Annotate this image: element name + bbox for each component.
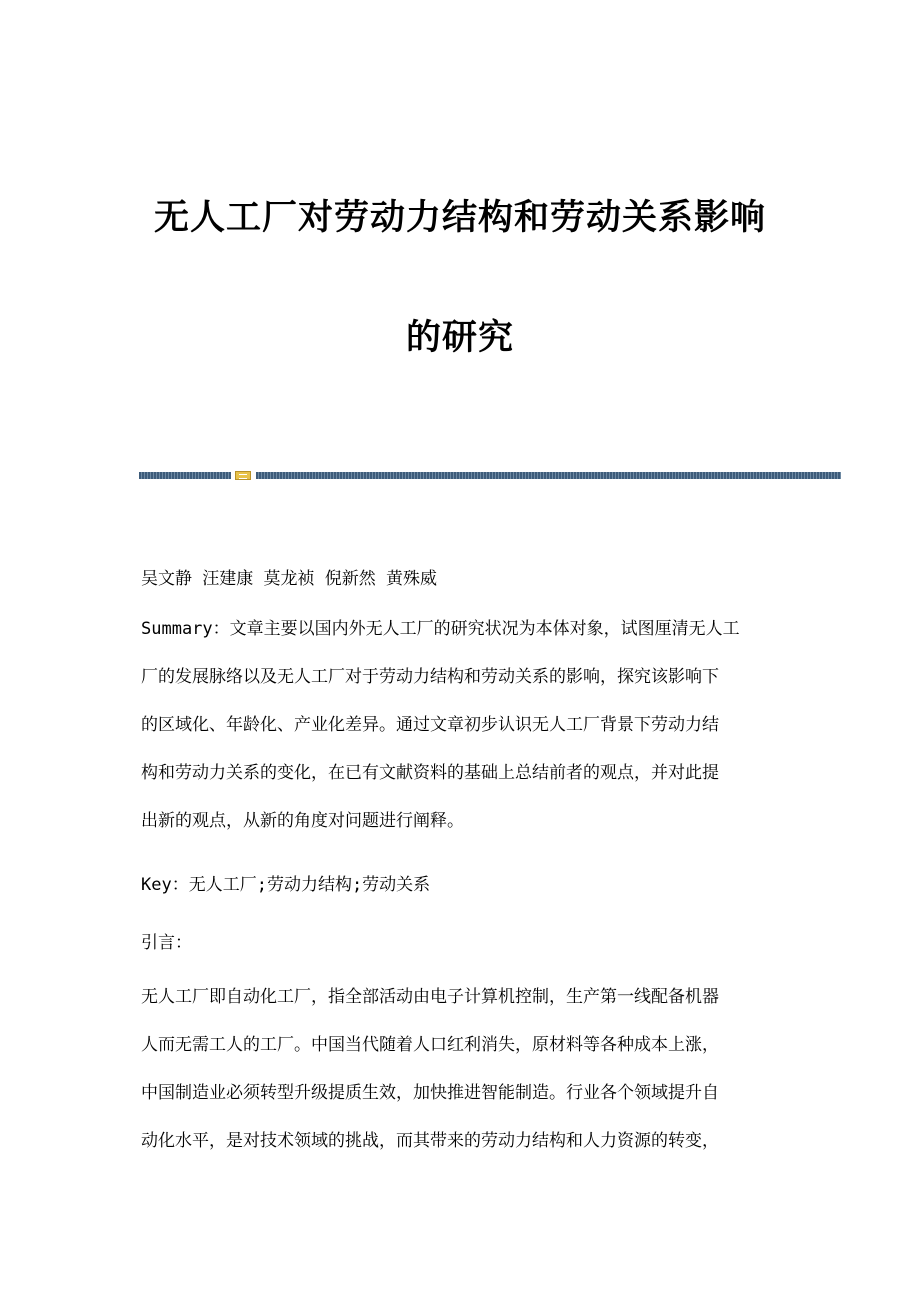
summary-line: 厂的发展脉络以及无人工厂对于劳动力结构和劳动关系的影响，探究该影响下 <box>141 667 719 687</box>
summary-line: 的区域化、年龄化、产业化差异。通过文章初步认识无人工厂背景下劳动力结 <box>141 715 719 735</box>
summary-line: 出新的观点，从新的角度对问题进行阐释。 <box>141 811 464 831</box>
title-divider <box>139 471 841 480</box>
intro-line: 动化水平，是对技术领域的挑战，而其带来的劳动力结构和人力资源的转变， <box>141 1131 719 1151</box>
intro-heading: 引言： <box>141 933 192 953</box>
intro-paragraph <box>141 986 719 1152</box>
divider-ornament-icon <box>235 471 251 480</box>
intro-line: 无人工厂即自动化工厂，指全部活动由电子计算机控制，生产第一线配备机器 <box>141 987 719 1007</box>
summary-line: Summary：文章主要以国内外无人工厂的研究状况为本体对象，试图厘清无人工 <box>141 619 740 639</box>
summary-paragraph <box>141 618 740 832</box>
paper-title-line-2: 的研究 <box>405 317 514 358</box>
summary-line: 构和劳动力关系的变化，在已有文献资料的基础上总结前者的观点，并对此提 <box>141 763 719 783</box>
divider-bar-left <box>139 472 231 479</box>
intro-line: 人而无需工人的工厂。中国当代随着人口红利消失，原材料等各种成本上涨， <box>141 1035 719 1055</box>
paper-title-line-1: 无人工厂对劳动力结构和劳动关系影响 <box>153 197 766 238</box>
divider-bar-right <box>256 472 841 479</box>
intro-line: 中国制造业必须转型升级提质生效，加快推进智能制造。行业各个领域提升自 <box>141 1083 719 1103</box>
keywords-line: Key：无人工厂;劳动力结构;劳动关系 <box>141 875 431 895</box>
author-list: 吴文静 汪建康 莫龙祯 倪新然 黄殊威 <box>141 569 437 589</box>
